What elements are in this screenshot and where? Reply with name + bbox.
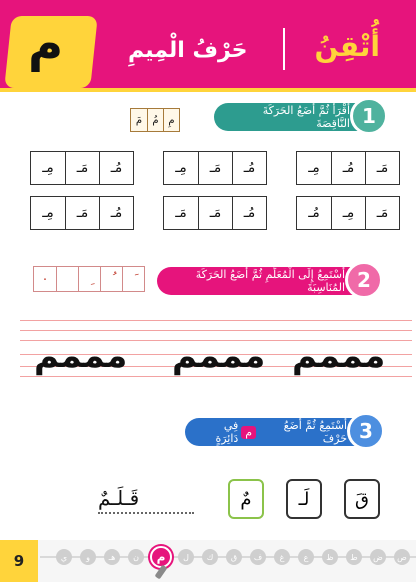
syllable-cell[interactable]: مِـ [331, 197, 365, 229]
letter-badge-letter: م [28, 16, 64, 72]
header-divider [283, 28, 285, 70]
syllable-table[interactable] [296, 151, 400, 185]
letter-choice[interactable]: مٌ [228, 479, 264, 519]
syllable-cell[interactable]: مُـ [331, 152, 365, 184]
alphabet-letter[interactable]: غ [274, 549, 290, 565]
instruction-2 [157, 267, 379, 295]
word-to-read: قَـلَـمٌ [98, 486, 140, 510]
instruction-1-text: أَقْرَأُ ثُمَّ أَضَعُ الحَرَكَةَ النَّاقِصَةَ [262, 104, 350, 130]
lesson-title: حَرْفُ الْمِيمِ [128, 38, 248, 63]
instruction-2-text: أَسْتَمِعُ إِلَى الْمُعَلِّمِ ثُمَّ أَضَعُ الحَرَكَةَ المُنَاسِبَةَ [195, 268, 345, 294]
instruction-3-letter: م [241, 426, 256, 439]
syllable-cell[interactable]: مَـ [365, 197, 399, 229]
writing-group: مممم [34, 336, 128, 376]
writing-group: مممم [172, 336, 266, 376]
syllable-table[interactable] [30, 196, 134, 230]
alphabet-letter[interactable]: و [80, 549, 96, 565]
write-here-line[interactable] [98, 512, 194, 514]
alphabet-letter[interactable]: ن [128, 549, 144, 565]
header-accent [0, 88, 416, 92]
syllable-cell[interactable]: مَـ [65, 152, 99, 184]
alphabet-letter-active[interactable]: م [150, 546, 172, 568]
step-number-2: 2 [345, 261, 383, 299]
instruction-3 [185, 418, 381, 446]
alphabet-letter[interactable]: ي [56, 549, 72, 565]
diacritic-cell[interactable] [122, 267, 144, 291]
diacritic-cell[interactable] [78, 267, 100, 291]
syllable-cell[interactable]: مُـ [308, 205, 320, 221]
syllable-cell[interactable]: مَـ [65, 197, 99, 229]
diacritic-cell[interactable] [56, 267, 78, 291]
letter-choice[interactable]: لَـ [286, 479, 322, 519]
syllable-cell[interactable]: مِـ [175, 160, 187, 176]
writing-line [20, 320, 412, 321]
syllable-cell[interactable]: مَـ [365, 152, 399, 184]
alphabet-letter[interactable]: ظ [322, 549, 338, 565]
alphabet-letter[interactable]: ل [178, 549, 194, 565]
page-number: 9 [0, 540, 38, 582]
instruction-3-text-b: فِي دَائِرَةٍ [215, 419, 239, 445]
syllable-table[interactable] [163, 151, 267, 185]
syllable-table[interactable] [163, 196, 267, 230]
instruction-1 [214, 103, 384, 131]
writing-line [20, 376, 412, 377]
alphabet-letter[interactable]: هـ [104, 549, 120, 565]
page-title: أُتْقِنُ [314, 30, 380, 63]
alphabet-letter[interactable]: ط [346, 549, 362, 565]
syllable-table[interactable] [30, 151, 134, 185]
syllable-cell[interactable]: مُـ [232, 197, 266, 229]
syllable-cell[interactable]: مُـ [99, 152, 133, 184]
diacritic-cell[interactable]: ٠ [41, 271, 49, 287]
sample-cell: مُ [147, 109, 163, 131]
syllable-cell[interactable]: مِـ [308, 160, 320, 176]
diacritic-cell[interactable] [100, 267, 122, 291]
sample-row [130, 108, 180, 132]
writing-group: مممم [292, 336, 386, 376]
syllable-table[interactable] [296, 196, 400, 230]
alphabet-letter[interactable]: ق [226, 549, 242, 565]
alphabet-letter[interactable]: ف [250, 549, 266, 565]
instruction-3-text-a: أَسْتَمِعُ ثُمَّ أَضَعُ حَرْفَ [283, 419, 347, 445]
alphabet-letter[interactable]: ص [394, 549, 410, 565]
step-number-1: 1 [350, 97, 388, 135]
sample-cell: مِ [163, 109, 179, 131]
alphabet-letter[interactable]: ك [202, 549, 218, 565]
sample-cell: مَ [135, 114, 143, 126]
letter-choice[interactable]: قَ [344, 479, 380, 519]
writing-line [20, 330, 412, 331]
alphabet-letter[interactable]: ض [370, 549, 386, 565]
syllable-cell[interactable]: مُـ [99, 197, 133, 229]
diacritic-answer-row[interactable] [33, 266, 145, 292]
syllable-cell[interactable]: مَـ [175, 205, 187, 221]
syllable-cell[interactable]: مَـ [198, 197, 232, 229]
syllable-cell[interactable]: مِـ [42, 160, 54, 176]
syllable-cell[interactable]: مُـ [232, 152, 266, 184]
syllable-cell[interactable]: مِـ [42, 205, 54, 221]
step-number-3: 3 [347, 412, 385, 450]
alphabet-letter[interactable]: ع [298, 549, 314, 565]
syllable-cell[interactable]: مَـ [198, 152, 232, 184]
